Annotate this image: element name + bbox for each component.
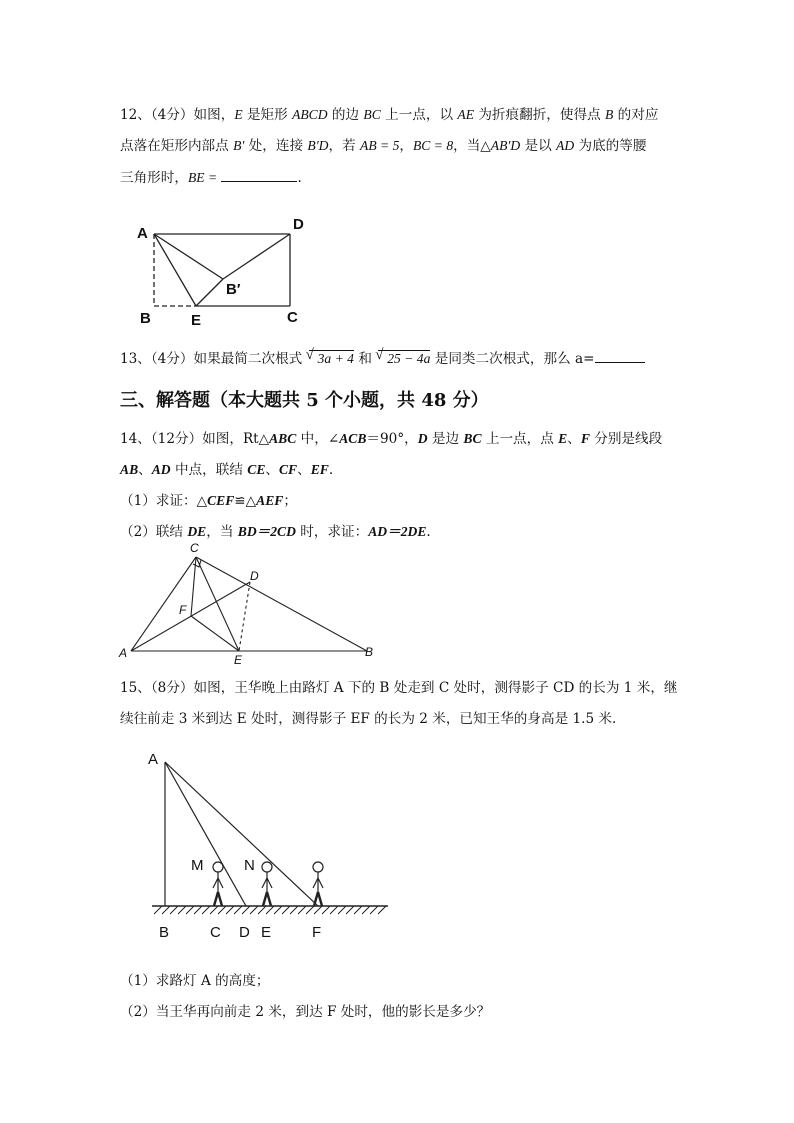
q12-label-D: D: [293, 216, 304, 233]
q13-radical-1: √ 3a + 4: [309, 350, 354, 366]
q12-label-A: A: [137, 225, 148, 242]
q15-label-D: D: [239, 924, 250, 941]
q14-line-2: AB、AD 中点，联结 CE、CF、EF.: [120, 462, 334, 478]
q13-line: 13、（4分）如果最简二次根式 √ 3a + 4 和 √ 25 − 4a 是同类二次根式，那么 a=: [120, 347, 645, 367]
q13-answer-blank[interactable]: [595, 350, 645, 363]
q15-ground-hatching: [154, 906, 386, 914]
q14-edge-CB: [196, 557, 367, 651]
q12-edge-BpD: [223, 234, 290, 279]
q15-person-at-C: [213, 862, 223, 906]
q12-line-2: 点落在矩形内部点 B′ 处，连接 B′D，若 AB = 5，BC = 8，当△AB′D 是以 AD 为底的等腰: [120, 138, 647, 154]
q15-line-1: 15、（8分）如图，王华晚上由路灯 A 下的 B 处走到 C 处时，测得影子 CD 的长为 1 米，继: [120, 680, 678, 696]
q12-answer-blank[interactable]: [221, 169, 297, 182]
q14-label-E: E: [234, 653, 243, 667]
q14-label-C: C: [190, 541, 199, 555]
q14-label-B: B: [365, 645, 374, 659]
q12-edge-ABp: [154, 234, 223, 279]
q14-edge-EF: [191, 616, 239, 651]
q12-label-B: B: [140, 310, 151, 327]
q12-edge-EBp: [196, 279, 223, 306]
q15-label-C: C: [210, 924, 221, 941]
q14-part-2: （2）联结 DE，当 BD＝2CD 时，求证：AD＝2DE.: [120, 524, 431, 540]
q15-part-1: （1）求路灯 A 的高度；: [120, 973, 270, 989]
q15-label-N: N: [244, 857, 255, 874]
q14-line-1: 14、（12分）如图，Rt△ABC 中，∠ACB＝90°，D 是边 BC 上一点，点 E、F 分别是线段: [120, 431, 663, 447]
q12-fold-AE: [154, 234, 196, 306]
q15-label-F: F: [312, 924, 322, 941]
q15-light-ray-2: [165, 762, 318, 906]
figure-q12: [130, 212, 320, 332]
q15-person-at-E: [262, 862, 272, 906]
q14-label-F: F: [179, 603, 187, 617]
q12-label-Bp: B′: [226, 281, 241, 298]
q15-part-2: （2）当王华再向前走 2 米，到达 F 处时，他的影长是多少？: [120, 1004, 491, 1020]
figure-q15: [140, 744, 400, 949]
q14-edge-AD: [131, 582, 250, 651]
q14-edge-CE: [196, 557, 239, 651]
section-3-heading: 三、解答题（本大题共 5 个小题，共 48 分）: [120, 390, 489, 411]
q12-line-3: 三角形时，BE = .: [120, 170, 302, 186]
q12-line-1: 12、（4分）如图，E 是矩形 ABCD 的边 BC 上一点，以 AE 为折痕翻折，使得点 B 的对应: [120, 107, 659, 123]
q15-label-M: M: [191, 857, 204, 874]
q13-radical-2: √ 25 − 4a: [378, 350, 430, 366]
q15-label-E: E: [261, 924, 272, 941]
q15-label-B: B: [159, 924, 170, 941]
q12-label-C: C: [287, 309, 298, 326]
q12-label-E: E: [191, 312, 202, 329]
q14-edge-DE: [239, 582, 250, 651]
q15-line-2: 续往前走 3 米到达 E 处时，测得影子 EF 的长为 2 米，已知王华的身高是 1.5 米.: [120, 711, 617, 727]
q14-edge-CF: [191, 557, 196, 616]
q14-right-angle-mark: [193, 560, 201, 567]
figure-q14: [115, 540, 385, 666]
q14-label-A: A: [119, 646, 128, 660]
q14-part-1: （1）求证：△CEF≌△AEF；: [120, 493, 297, 509]
q15-light-ray-1: [165, 762, 246, 906]
q15-person-at-F: [313, 862, 323, 906]
q15-label-A: A: [148, 751, 159, 768]
q14-label-D: D: [250, 569, 259, 583]
